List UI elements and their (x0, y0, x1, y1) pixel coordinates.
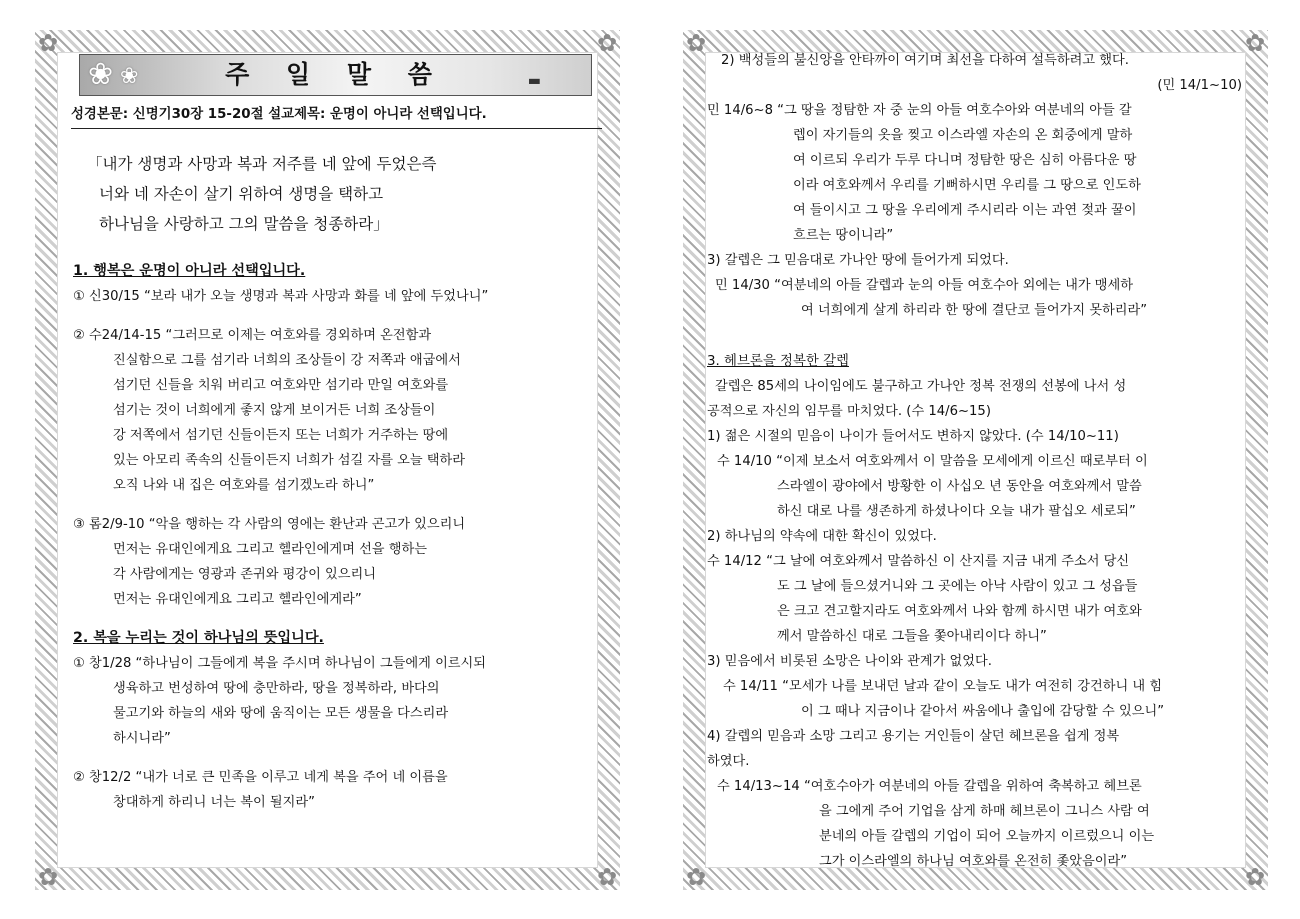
verse-line: 흐르는 땅이니라” (793, 228, 894, 243)
verse-line: 생육하고 번성하여 땅에 충만하라, 땅을 정복하라, 바다의 (113, 681, 440, 696)
verse-line: 창대하게 하리니 너는 복이 될지라” (113, 795, 315, 810)
verse-line: 수 14/11 “모세가 나를 보내던 날과 같이 오늘도 내가 여전히 강건하니 내 힘 (723, 679, 1163, 694)
section-heading-2: 2. 복을 누리는 것이 하나님의 뜻입니다. (73, 630, 324, 646)
key-verse-line: 「내가 생명과 사망과 복과 저주를 네 앞에 두었은즉 (87, 155, 437, 173)
corner-flower-icon: ✿ (37, 29, 59, 57)
intro-line: 공적으로 자신의 임무를 마치었다. (수 14/6~15) (707, 404, 991, 419)
point-line: 3) 갈렙은 그 믿음대로 가나안 땅에 들어가게 되었다. (707, 253, 1009, 268)
point-line: 하였다. (707, 754, 750, 769)
verse-line: ② 창12/2 “내가 너로 큰 민족을 이루고 네게 복을 주어 네 이름을 (73, 770, 448, 785)
verse-line: 섬기던 신들을 치워 버리고 여호와만 섬기라 만일 여호와를 (113, 378, 449, 393)
title-banner (79, 54, 592, 96)
verse-line: 진실함으로 그를 섬기라 너희의 조상들이 강 저쪽과 애굽에서 (113, 353, 461, 368)
daisy-icon: ❀ (88, 57, 114, 92)
verse-line: 스라엘이 광야에서 방황한 이 사십오 년 동안을 여호와께서 말씀 (777, 479, 1142, 494)
verse-line: 오직 나와 내 집은 여호와를 섬기겠노라 하니” (113, 478, 375, 493)
verse-line: 이라 여호와께서 우리를 기뻐하시면 우리를 그 땅으로 인도하 (793, 178, 1141, 193)
corner-flower-icon: ✿ (685, 863, 707, 891)
verse-line: 도 그 날에 들으셨거니와 그 곳에는 아낙 사람이 있고 그 성읍들 (777, 579, 1138, 594)
verse-line: 하신 대로 나를 생존하게 하셨나이다 오늘 내가 팔십오 세로되” (777, 504, 1136, 519)
right-content (707, 48, 1246, 869)
verse-line: ② 수24/14-15 “그러므로 이제는 여호와를 경외하며 온전함과 (73, 328, 432, 343)
verse-line: ① 창1/28 “하나님이 그들에게 복을 주시며 하나님이 그들에게 이르시되 (73, 656, 487, 671)
corner-flower-icon: ✿ (1244, 863, 1266, 891)
verse-line: ③ 롬2/9-10 “악을 행하는 각 사람의 영에는 환난과 곤고가 있으리니 (73, 517, 466, 532)
verse-line: 먼저는 유대인에게요 그리고 헬라인에게라” (113, 592, 362, 607)
verse-line: 그가 이스라엘의 하나님 여호와를 온전히 좇았음이라” (819, 854, 1128, 869)
banner-ornament: ▬ (527, 73, 541, 89)
verse-line: 분네의 아들 갈렙의 기업이 되어 오늘까지 이르렀으니 이는 (819, 829, 1155, 844)
verse-line: 여 들이시고 그 땅을 우리에게 주시리라 이는 과연 젖과 꿀이 (793, 203, 1137, 218)
page-title: 주 일 말 씀 (225, 60, 446, 89)
verse-line: 렙이 자기들의 옷을 찢고 이스라엘 자손의 온 회중에게 말하 (793, 128, 1133, 143)
key-verse-line: 너와 네 자손이 살기 위하여 생명을 택하고 (99, 185, 384, 203)
point-line: 1) 젊은 시절의 믿음이 나이가 들어서도 변하지 않았다. (수 14/10~11) (707, 429, 1119, 444)
daisy-icon: ❀ (120, 64, 139, 89)
verse-line: 이 그 때나 지금이나 같아서 싸움에나 출입에 감당할 수 있으니” (801, 704, 1165, 719)
point-line: 2) 하나님의 약속에 대한 확신이 있었다. (707, 529, 937, 544)
verse-line: 있는 아모리 족속의 신들이든지 너희가 섬길 자를 오늘 택하라 (113, 453, 466, 468)
sermon-subject: 성경본문: 신명기30장 15-20절 설교제목: 운명이 아니라 선택입니다. (71, 102, 602, 129)
intro-line: 갈렙은 85세의 나이임에도 불구하고 가나안 정복 전쟁의 선봉에 나서 성 (715, 379, 1127, 394)
reference-line: (민 14/1~10) (1157, 78, 1242, 93)
left-page (35, 30, 620, 890)
verse-line: 께서 말씀하신 대로 그들을 쫓아내리이다 하니” (777, 629, 1047, 644)
verse-line: 민 14/6~8 “그 땅을 정탐한 자 중 눈의 아들 여호수아와 여분네의 아들 갈 (707, 103, 1132, 118)
right-page (683, 30, 1268, 890)
corner-flower-icon: ✿ (685, 29, 707, 57)
verse-line: 수 14/10 “이제 보소서 여호와께서 이 말씀을 모세에게 이르신 때로부터 이 (717, 454, 1148, 469)
verse-line: 은 크고 견고할지라도 여호와께서 나와 함께 하시면 내가 여호와 (777, 604, 1142, 619)
verse-line: 섬기는 것이 너희에게 좋지 않게 보이거든 너희 조상들이 (113, 403, 436, 418)
left-content (65, 54, 602, 862)
verse-line: ① 신30/15 “보라 내가 오늘 생명과 복과 사망과 화를 네 앞에 두었나니” (73, 289, 489, 304)
verse-line: 물고기와 하늘의 새와 땅에 움직이는 모든 생물을 다스리라 (113, 706, 449, 721)
corner-flower-icon: ✿ (596, 863, 618, 891)
corner-flower-icon: ✿ (37, 863, 59, 891)
point-line: 4) 갈렙의 믿음과 소망 그리고 용기는 거인들이 살던 헤브론을 쉽게 정복 (707, 729, 1120, 744)
verse-line: 각 사람에게는 영광과 존귀와 평강이 있으리니 (113, 567, 377, 582)
verse-line: 강 저쪽에서 섬기던 신들이든지 또는 너희가 거주하는 땅에 (113, 428, 449, 443)
key-verse-line: 하나님을 사랑하고 그의 말씀을 청종하라」 (99, 215, 389, 233)
point-line: 2) 백성들의 불신앙을 안타까이 여기며 최선을 다하여 설득하려고 했다. (721, 53, 1129, 68)
corner-flower-icon: ✿ (1244, 29, 1266, 57)
verse-line: 수 14/12 “그 날에 여호와께서 말씀하신 이 산지를 지금 내게 주소서 당신 (707, 554, 1130, 569)
corner-flower-icon: ✿ (596, 29, 618, 57)
key-verse (87, 149, 602, 239)
verse-line: 수 14/13~14 “여호수아가 여분네의 아들 갈렙을 위하여 축복하고 헤브론 (717, 779, 1142, 794)
section-heading-1: 1. 행복은 운명이 아니라 선택입니다. (73, 263, 306, 279)
verse-line: 민 14/30 “여분네의 아들 갈렙과 눈의 아들 여호수아 외에는 내가 맹세하 (715, 278, 1133, 293)
verse-line: 여 너희에게 살게 하리라 한 땅에 결단코 들어가지 못하리라” (801, 303, 1148, 318)
verse-line: 여 이르되 우리가 두루 다니며 정탐한 땅은 심히 아름다운 땅 (793, 153, 1137, 168)
verse-line: 을 그에게 주어 기업을 삼게 하매 헤브론이 그니스 사람 여 (819, 804, 1150, 819)
verse-line: 먼저는 유대인에게요 그리고 헬라인에게며 선을 행하는 (113, 542, 427, 557)
verse-line: 하시니라” (113, 731, 171, 746)
point-line: 3) 믿음에서 비롯된 소망은 나이와 관계가 없었다. (707, 654, 992, 669)
section-heading-3: 3. 헤브론을 정복한 갈렙 (707, 354, 849, 369)
